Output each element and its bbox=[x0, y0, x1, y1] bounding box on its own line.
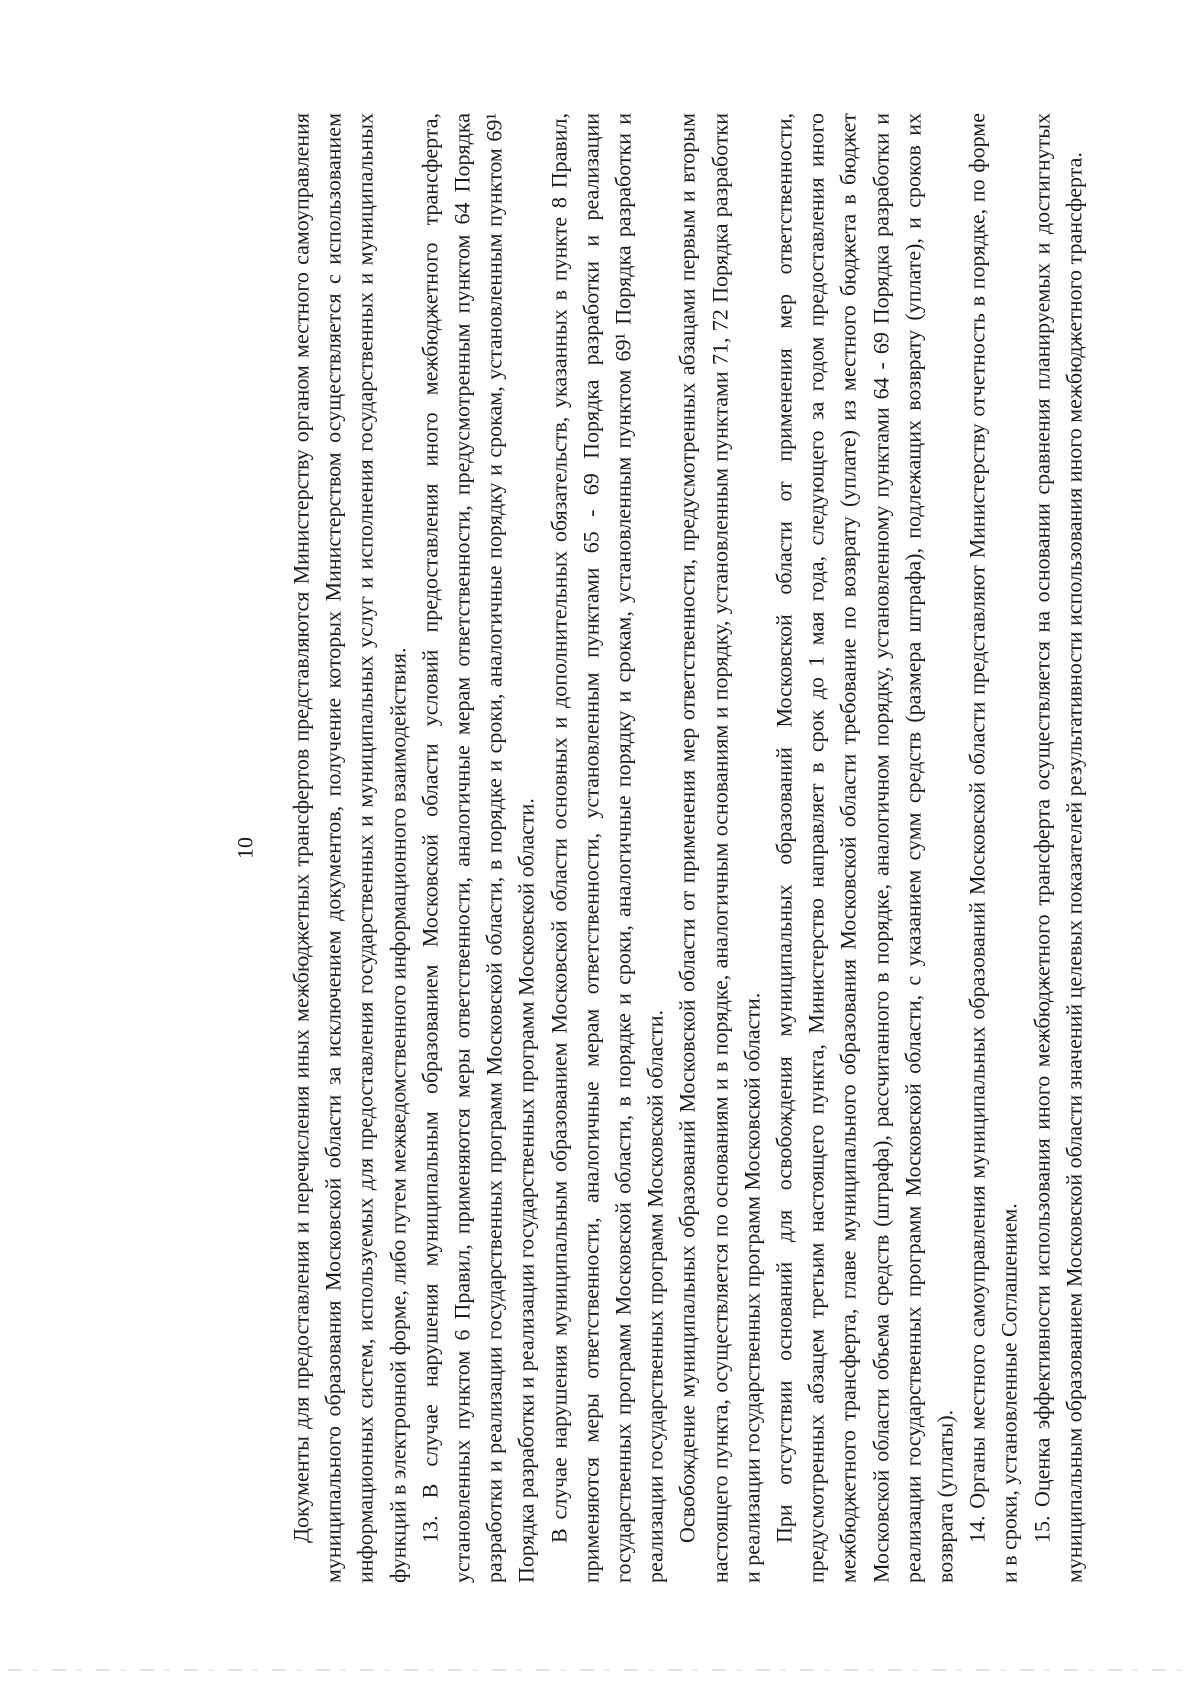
rotated-text-block bbox=[229, 113, 1090, 1583]
paragraph-13: 13. В случае нарушения муниципальным образованием Московской области условий предоставления иного межбюджетного трансферта, установленных пунктом 6 Правил, применяются меры ответственности, аналогичные мерам ответственности, предусмотренным пунктом 64 Порядка разработки и реализации государственных программ Московской области, в порядке и сроки, аналогичные порядку и срокам, установленным пунктом 69¹ Порядка разработки и реализации государственных программ Московской области. bbox=[417, 113, 539, 1583]
paragraph-15: 15. Оценка эффективности использования иного межбюджетного трансферта осуществляется на основании сравнения планируемых и достигнутых муниципальным образованием Московской области значений целевых показателей результативности использования иного межбюджетного трансферта. bbox=[1029, 113, 1087, 1583]
scan-artifact-line bbox=[8, 1669, 1192, 1671]
paragraph-13-obligations: В случае нарушения муниципальным образованием Московской области основных и дополнительных обязательств, указанных в пункте 8 Правил, применяются меры ответственности, аналогичные мерам ответственности, установленным пунктами 65 - 69 Порядка разработки и реализации государственных программ Московской области, в порядке и сроки, аналогичные порядку и срокам, установленным пунктом 69¹ Порядка разработки и реализации государственных программ Московской области. bbox=[546, 113, 668, 1583]
paragraph-13-exemption: Освобождение муниципальных образований Московской области от применения мер ответственности, предусмотренных абзацами первым и вторым настоящего пункта, осуществляется по основаниям и в порядке, аналогичным основаниям и порядку, установленным пунктами 71, 72 Порядка разработки и реализации государственных программ Московской области. bbox=[674, 113, 765, 1583]
paragraph-13-refund: При отсутствии оснований для освобождения муниципальных образований Московской области от применения мер ответственности, предусмотренных абзацем третьим настоящего пункта, Министерство направляет в срок до 1 мая года, следующего за годом предоставления иного межбюджетного трансферта, главе муниципального образования Московской области требование по возврату (уплате) из местного бюджета в бюджет Московской области объема средств (штрафа), рассчитанного в порядке, аналогичном порядку, установленному пунктами 64 - 69 Порядка разработки и реализации государственных программ Московской области, с указанием сумм средств (размера штрафа), подлежащих возврату (уплате), и сроков их возврата (уплаты). bbox=[771, 113, 958, 1583]
paragraph-documents: Документы для предоставления и перечисления иных межбюджетных трансфертов представляются Министерству органом местного самоуправления муниципального образования Московской области за исключением документов, получение которых Министерством осуществляется с использованием информационных систем, используемых для предоставления государственных и муниципальных услуг и исполнения государственных и муниципальных функций в электронной форме, либо путем межведомственного информационного взаимодействия. bbox=[288, 113, 411, 1583]
paragraph-14: 14. Органы местного самоуправления муниципальных образований Московской области представляют Министерству отчетность в порядке, по форме и в сроки, установленные Соглашением. bbox=[964, 113, 1022, 1583]
page-number: 10 bbox=[232, 837, 258, 859]
